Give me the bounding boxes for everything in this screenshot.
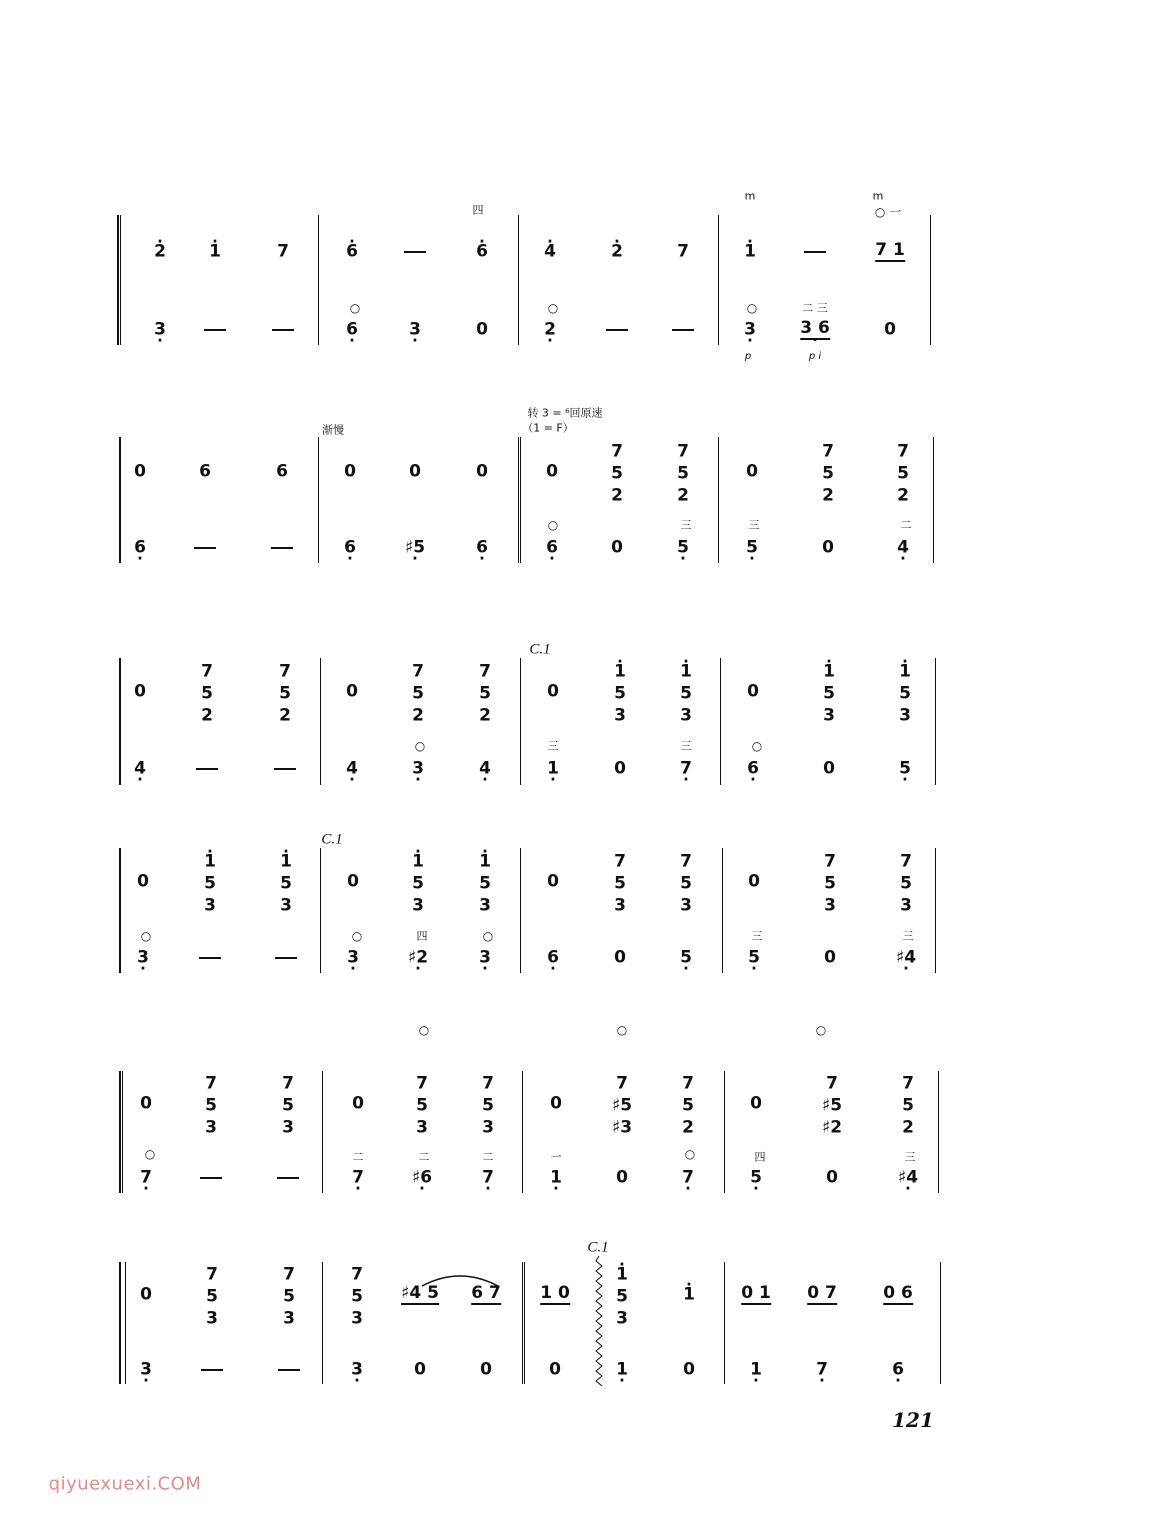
note: 7 [282, 1073, 294, 1094]
sustain-dash [274, 768, 296, 770]
note: 0 [746, 461, 758, 482]
dynamic-mark: p i [808, 351, 822, 362]
string-marker: 三 [902, 929, 914, 943]
open-string-marker: ○ [482, 929, 494, 943]
note: 7 [482, 1073, 494, 1094]
note: 5 [824, 873, 836, 894]
note: 5 [680, 873, 692, 894]
note: 0 [409, 461, 421, 482]
tempo-marking: 渐慢 [322, 423, 344, 437]
note: 3 [900, 895, 912, 916]
slur [420, 1270, 500, 1290]
note: 3 [614, 705, 626, 726]
note: 1 0 [540, 1283, 570, 1303]
note: 0 [346, 681, 358, 702]
note: 5 [900, 873, 912, 894]
note: 3 [899, 705, 911, 726]
string-marker: 二 [482, 1150, 494, 1164]
page-number: 121 [892, 1408, 934, 1432]
string-marker: 二 [352, 1150, 364, 1164]
note: 7 · [352, 1170, 364, 1187]
note: 7 [479, 661, 491, 682]
note: 0 [549, 1359, 561, 1380]
sustain-dash [804, 251, 826, 253]
note: 0 [550, 1093, 562, 1114]
barline [724, 1262, 725, 1384]
barline [520, 658, 521, 785]
note: 6 · [747, 761, 759, 778]
note: ♯6 · [412, 1170, 432, 1187]
note: 3 · [351, 1362, 363, 1379]
note: 7 [206, 1264, 218, 1285]
note: 0 [824, 947, 836, 968]
note: 7 [824, 851, 836, 872]
barline [120, 848, 121, 973]
barre-marking: C.1 [529, 641, 551, 658]
note: 3 · [154, 322, 166, 339]
sustain-dash [194, 547, 216, 549]
note: 5 [351, 1286, 363, 1307]
note: 3 [416, 1117, 428, 1138]
note: 3 · [140, 1362, 152, 1379]
note: ♯4 · [898, 1170, 918, 1187]
open-string-marker: ○ [815, 1023, 827, 1037]
note: 5 [412, 683, 424, 704]
note: ♯2 [821, 1117, 843, 1138]
note: 5 [412, 873, 424, 894]
sustain-dash [196, 768, 218, 770]
note: · 4 [544, 244, 556, 261]
barline [718, 437, 719, 563]
barline [718, 215, 719, 345]
note: 0 [826, 1167, 838, 1188]
note: 3 · [479, 950, 491, 967]
note: 5 [614, 873, 626, 894]
note: 2 [479, 705, 491, 726]
note: 0 [614, 758, 626, 779]
string-marker: 二 三 [802, 301, 828, 315]
open-string-marker: ○ [418, 1023, 430, 1037]
note: 0 [616, 1167, 628, 1188]
open-string-marker: ○ [746, 301, 758, 315]
note: 7 [677, 241, 689, 262]
note: 0 [344, 461, 356, 482]
note: 7 [351, 1264, 363, 1285]
note: 5 [616, 1286, 628, 1307]
note: 3 [680, 895, 692, 916]
barline [722, 848, 723, 973]
open-string-marker: ○ [414, 739, 426, 753]
note: 0 [614, 947, 626, 968]
note: 1 · [616, 1362, 628, 1379]
barline [322, 1071, 323, 1193]
barline [322, 1262, 323, 1384]
note: 7 · [816, 1362, 828, 1379]
string-marker: 二 [900, 518, 912, 532]
note: 0 [140, 1284, 152, 1305]
note: 0 [611, 537, 623, 558]
barline [933, 437, 934, 563]
note: 3 [412, 895, 424, 916]
sustain-dash [200, 1177, 222, 1179]
note: 7 [279, 661, 291, 682]
note: 7 · [482, 1170, 494, 1187]
modulation-marking: 转 3 = ⁶回原速 [527, 406, 603, 420]
open-string-marker: ○ [140, 929, 152, 943]
note: ♯5 [821, 1095, 843, 1116]
note: 6 · [546, 540, 558, 557]
note: 0 [414, 1359, 426, 1380]
arpeggio-wave [594, 1256, 604, 1386]
barline [940, 1262, 941, 1384]
open-string-marker: ○ 一 [874, 205, 902, 219]
watermark: qiyuexuexi.COM [48, 1473, 202, 1495]
note: 3 [351, 1308, 363, 1329]
note: 6 · [346, 322, 358, 339]
note: 0 [748, 871, 760, 892]
note: · 1 [683, 1287, 695, 1304]
note: 5 [205, 1095, 217, 1116]
string-marker: 三 [547, 739, 559, 753]
note: 5 · [680, 950, 692, 967]
note: 2 [902, 1117, 914, 1138]
note: 2 · [544, 322, 556, 339]
note: 7 1 [875, 240, 905, 260]
note: 4 · [479, 761, 491, 778]
barline [518, 437, 521, 563]
note: · 1 [280, 854, 292, 871]
barline [518, 215, 519, 345]
note: ♯5 [611, 1095, 633, 1116]
sustain-dash [278, 1369, 300, 1371]
note: 5 [201, 683, 213, 704]
note: · 1 [614, 664, 626, 681]
note: 0 1 [741, 1283, 771, 1303]
barline [120, 437, 121, 563]
barline [522, 1262, 525, 1384]
barline [938, 1071, 939, 1193]
note: 6 · [134, 540, 146, 557]
note: 2 [897, 485, 909, 506]
note: 5 [611, 463, 623, 484]
note: 5 · [899, 761, 911, 778]
note: 5 [206, 1286, 218, 1307]
note: 0 [134, 681, 146, 702]
note: 6 · [476, 540, 488, 557]
note: 0 [137, 871, 149, 892]
note: 0 [884, 319, 896, 340]
note: ♯2 · [408, 950, 428, 967]
note: 2 [822, 485, 834, 506]
note: 7 [201, 661, 213, 682]
open-string-marker: ○ [351, 929, 363, 943]
note: 0 [547, 681, 559, 702]
note: 0 [546, 461, 558, 482]
note: 3 · [744, 322, 756, 339]
sustain-dash [672, 329, 694, 331]
note: 7 · [680, 761, 692, 778]
open-string-marker: ○ [349, 301, 361, 315]
note: · 2 [611, 244, 623, 261]
note: 1 · [550, 1170, 562, 1187]
note: 0 [352, 1093, 364, 1114]
note: ♯3 [611, 1117, 633, 1138]
barline [320, 848, 321, 973]
note: 5 [282, 1095, 294, 1116]
note: · 6 [476, 244, 488, 261]
barline [318, 437, 319, 563]
fingering-mark: m [744, 189, 756, 203]
note: 0 [347, 871, 359, 892]
note: · 1 [209, 244, 221, 261]
sustain-dash [199, 957, 221, 959]
note: 0 7 [807, 1283, 837, 1303]
note: 0 6 [883, 1283, 913, 1303]
note: 5 · [750, 1170, 762, 1187]
string-marker: 二 [418, 1150, 430, 1164]
barline [320, 658, 321, 785]
note: 5 · [677, 540, 689, 557]
note: 7 [902, 1073, 914, 1094]
barline [935, 658, 936, 785]
string-marker: 四 [416, 929, 428, 943]
note: 7 · [682, 1170, 694, 1187]
note: 7 [682, 1073, 694, 1094]
note: 3 [283, 1308, 295, 1329]
sustain-dash [606, 329, 628, 331]
note: 7 [277, 241, 289, 262]
sustain-dash [272, 329, 294, 331]
open-string-marker: ○ [751, 739, 763, 753]
note: 7 [900, 851, 912, 872]
note: · 1 [412, 854, 424, 871]
note: 3 [206, 1308, 218, 1329]
sustain-dash [277, 1177, 299, 1179]
open-string-marker: ○ [547, 301, 559, 315]
fingering-mark: m [872, 189, 884, 203]
note: 5 [416, 1095, 428, 1116]
note: ♯5 · [405, 540, 425, 557]
note: 0 [547, 871, 559, 892]
note: 7 [822, 441, 834, 462]
note: 0 [822, 537, 834, 558]
note: 0 [480, 1359, 492, 1380]
note: 5 [902, 1095, 914, 1116]
barline [520, 848, 521, 973]
note: · 1 [823, 664, 835, 681]
note: 4 · [897, 540, 909, 557]
note: 7 [611, 441, 623, 462]
note: · 1 [204, 854, 216, 871]
barline [724, 1071, 725, 1193]
note: 5 [614, 683, 626, 704]
barre-marking: C.1 [587, 1239, 609, 1256]
note: 7 [677, 441, 689, 462]
note: 5 [822, 463, 834, 484]
note: 6 · [344, 540, 356, 557]
note: 5 [479, 873, 491, 894]
note: 7 [826, 1073, 838, 1094]
note: 6 [199, 461, 211, 482]
note: · 1 [680, 664, 692, 681]
note: 3 [282, 1117, 294, 1138]
string-marker: 三 [904, 1150, 916, 1164]
note: 3 · [137, 950, 149, 967]
note: 2 [682, 1117, 694, 1138]
note: 5 [482, 1095, 494, 1116]
note: 0 [476, 319, 488, 340]
open-string-marker: ○ [144, 1147, 156, 1161]
note: 0 [683, 1359, 695, 1380]
string-marker: 四 [754, 1150, 766, 1164]
note: 5 [680, 683, 692, 704]
note: · 1 [744, 244, 756, 261]
note: 3 [824, 895, 836, 916]
note: · 1 [899, 664, 911, 681]
note: 6 · [547, 950, 559, 967]
note: 5 [283, 1286, 295, 1307]
barline [522, 1071, 523, 1193]
note: 7 [616, 1073, 628, 1094]
note: 0 [823, 758, 835, 779]
note: 6 · [892, 1362, 904, 1379]
note: 1 · [750, 1362, 762, 1379]
note: 0 [476, 461, 488, 482]
note: 1 · [547, 761, 559, 778]
note: 7 [680, 851, 692, 872]
note: 5 [479, 683, 491, 704]
note: 7 [897, 441, 909, 462]
sustain-dash [271, 547, 293, 549]
note: 4 · [134, 761, 146, 778]
note: 0 [140, 1093, 152, 1114]
note: 7 [205, 1073, 217, 1094]
barline [318, 215, 319, 345]
string-marker: 三 [748, 518, 760, 532]
open-string-marker: ○ [616, 1023, 628, 1037]
sustain-dash [204, 329, 226, 331]
note: 3 [680, 705, 692, 726]
note: 7 [416, 1073, 428, 1094]
note: · 6 [346, 244, 358, 261]
sustain-dash [275, 957, 297, 959]
note: 3 6 · [800, 320, 830, 340]
note: 2 [611, 485, 623, 506]
note: 5 [280, 873, 292, 894]
note: 7 · [140, 1170, 152, 1187]
note: 3 · [347, 950, 359, 967]
note: 5 [677, 463, 689, 484]
barre-marking: C.1 [321, 831, 343, 848]
note: · 1 [616, 1267, 628, 1284]
barline [120, 658, 121, 785]
note: 5 [204, 873, 216, 894]
barline [122, 1071, 123, 1193]
note: 3 [616, 1308, 628, 1329]
note: 3 [482, 1117, 494, 1138]
string-marker: 三 [751, 929, 763, 943]
note: 3 [823, 705, 835, 726]
note: 0 [750, 1093, 762, 1114]
note: 0 [747, 681, 759, 702]
string-marker: 四 [472, 203, 484, 217]
note: · 1 [479, 854, 491, 871]
open-string-marker: ○ [684, 1147, 696, 1161]
note: ♯4 · [896, 950, 916, 967]
note: 2 [201, 705, 213, 726]
note: 3 [614, 895, 626, 916]
note: 6 [276, 461, 288, 482]
note: 2 [677, 485, 689, 506]
note: 7 [283, 1264, 295, 1285]
string-marker: 一 [550, 1150, 562, 1164]
note: 5 [823, 683, 835, 704]
sustain-dash [404, 251, 426, 253]
barline [120, 215, 121, 345]
barline [720, 658, 721, 785]
note: 3 · [412, 761, 424, 778]
note: 5 · [746, 540, 758, 557]
note: 5 [897, 463, 909, 484]
barline [930, 215, 931, 345]
note: 4 · [346, 761, 358, 778]
string-marker: 三 [680, 739, 692, 753]
note: · 2 [154, 244, 166, 261]
note: 6 7 [471, 1283, 501, 1303]
note: 2 [279, 705, 291, 726]
note: 5 [279, 683, 291, 704]
note: 5 · [748, 950, 760, 967]
barline [125, 1262, 126, 1384]
note: 3 [479, 895, 491, 916]
note: 7 [614, 851, 626, 872]
note: 5 [899, 683, 911, 704]
string-marker: 三 [680, 518, 692, 532]
barline [935, 848, 936, 973]
note: 3 [205, 1117, 217, 1138]
note: ♯4 5 [401, 1283, 439, 1303]
note: 3 · [409, 322, 421, 339]
key-marking: （1 = F） [522, 421, 574, 435]
note: 0 [134, 461, 146, 482]
dynamic-mark: p [744, 351, 752, 362]
sustain-dash [201, 1369, 223, 1371]
note: 5 [682, 1095, 694, 1116]
note: 3 [280, 895, 292, 916]
note: 3 [204, 895, 216, 916]
open-string-marker: ○ [547, 518, 559, 532]
note: 2 [412, 705, 424, 726]
note: 7 [412, 661, 424, 682]
